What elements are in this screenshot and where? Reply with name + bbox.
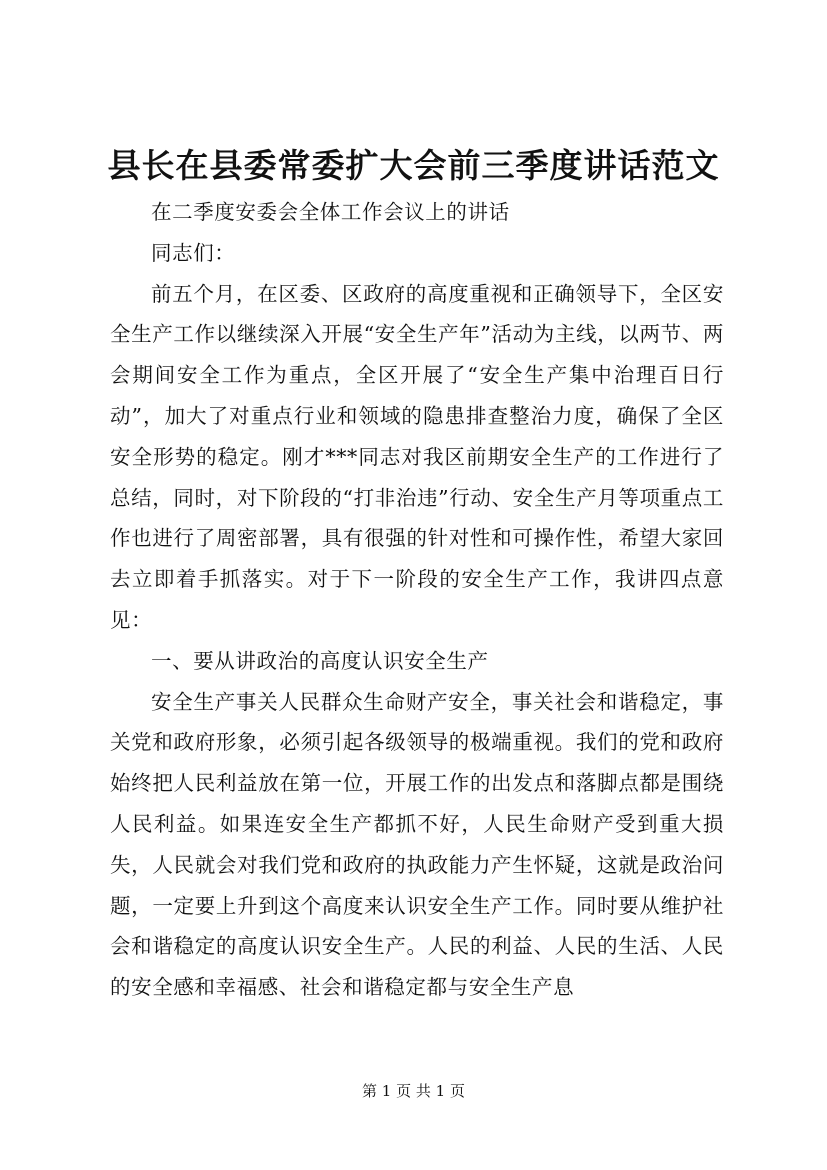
document-title: 县长在县委常委扩大会前三季度讲话范文 <box>107 146 720 185</box>
document-body <box>110 192 724 1008</box>
section-heading-1: 一、要从讲政治的高度认识安全生产 <box>151 648 489 673</box>
paragraph-intro: 前五个月，在区委、区政府的高度重视和正确领导下，全区安全生产工作以继续深入开展“安全生产年”活动为主线，以两节、两会期间安全工作为重点，全区开展了“安全生产集中治理百日行动”，加大了对重点行业和领域的隐患排查整治力度，确保了全区安全形势的稳定。刚才***同志对我区前期安全生产的工作进行了总结，同时，对下阶段的“打非治违”行动、安全生产月等项重点工作也进行了周密部署，具有很强的针对性和可操作性，希望大家回去立即着手抓落实。对于下一阶段的安全生产工作，我讲四点意见： <box>110 281 724 632</box>
subtitle: 在二季度安委会全体工作会议上的讲话 <box>151 200 510 224</box>
paragraph-section-1: 安全生产事关人民群众生命财产安全，事关社会和谐稳定，事关党和政府形象，必须引起各级领导的极端重视。我们的党和政府始终把人民利益放在第一位，开展工作的出发点和落脚点都是围绕人民利益。如果连安全生产都抓不好，人民生命财产受到重大损失，人民就会对我们党和政府的执政能力产生怀疑，这就是政治问题，一定要上升到这个高度来认识安全生产工作。同时要从维护社会和谐稳定的高度认识安全生产。人民的利益、人民的生活、人民的安全感和幸福感、社会和谐稳定都与安全生产息 <box>110 689 724 1000</box>
salutation: 同志们： <box>151 240 236 265</box>
page-footer: 第 1 页 共 1 页 <box>362 1082 465 1100</box>
